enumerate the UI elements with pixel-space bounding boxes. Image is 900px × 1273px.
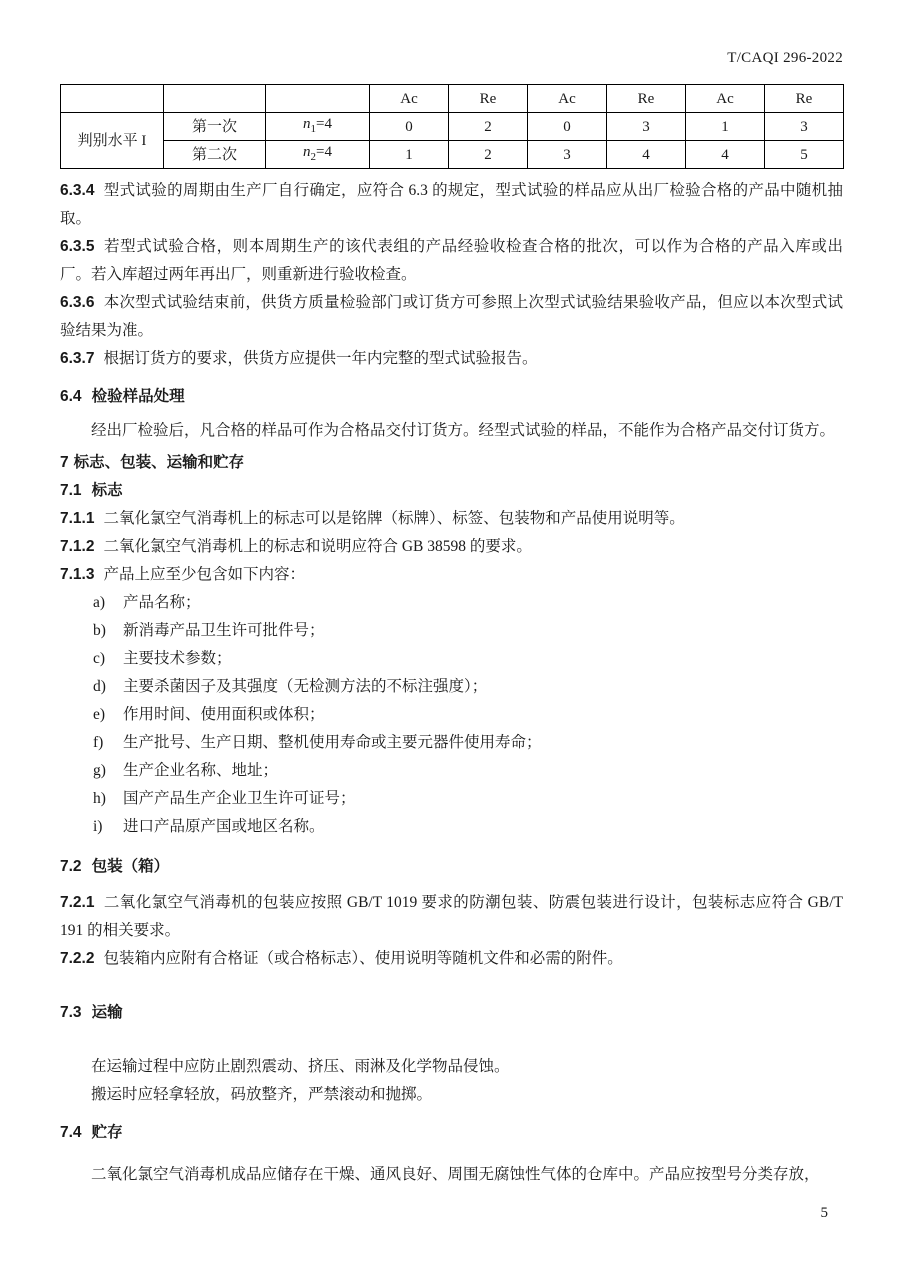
list-item-text: 产品名称； bbox=[123, 594, 201, 611]
list-item-a bbox=[60, 589, 843, 617]
clause-text: 根据订货方的要求，供货方应提供一年内完整的型式试验报告。 bbox=[103, 350, 538, 367]
list-item-letter: c) bbox=[93, 650, 106, 667]
table-cell-value: 4 bbox=[686, 141, 765, 169]
clause-number: 6.3.7 bbox=[60, 350, 95, 367]
paragraph-7-3-transport: 在运输过程中应防止剧烈震动、挤压、雨淋及化学物品侵蚀。 bbox=[91, 1058, 510, 1075]
clause-number: 7.2.2 bbox=[60, 950, 95, 967]
list-item-e bbox=[60, 701, 843, 729]
list-item-text: 作用时间、使用面积或体积； bbox=[123, 706, 325, 723]
table-header-re: Re bbox=[449, 85, 528, 113]
heading-text: 包装（箱） bbox=[91, 858, 170, 875]
heading-7-4 bbox=[60, 1119, 843, 1147]
heading-number: 6.4 bbox=[60, 388, 82, 405]
heading-6-4 bbox=[60, 383, 843, 411]
table-cell-value: 0 bbox=[528, 113, 607, 141]
clause-number: 6.3.5 bbox=[60, 238, 95, 255]
list-item-text: 生产批号、生产日期、整机使用寿命或主要元器件使用寿命； bbox=[123, 734, 542, 751]
table-cell-value: 3 bbox=[528, 141, 607, 169]
sample-size-value: =4 bbox=[316, 116, 332, 132]
heading-text: 运输 bbox=[91, 1004, 123, 1021]
table-row bbox=[61, 113, 844, 141]
heading-text: 贮存 bbox=[91, 1124, 123, 1141]
table-cell-value: 3 bbox=[765, 113, 844, 141]
clause-text: 若型式试验合格，则本周期生产的该代表组的产品经验收检查合格的批次，可以作为合格的产品入库或出厂。若入库超过两年再出厂，则重新进行验收检查。 bbox=[60, 238, 843, 283]
heading-text: 标志 bbox=[91, 482, 123, 499]
list-item-letter: g) bbox=[93, 762, 106, 779]
sample-size-subscript: 2 bbox=[310, 151, 317, 163]
clause-7-1-1 bbox=[60, 505, 843, 533]
table-header-empty-1 bbox=[61, 85, 164, 113]
table-cell-judge-level: 判别水平 I bbox=[61, 113, 164, 169]
sampling-plan-table bbox=[60, 84, 844, 169]
table-cell-sample-size bbox=[266, 141, 370, 169]
table-header-empty-3 bbox=[266, 85, 370, 113]
heading-number: 7.3 bbox=[60, 1004, 82, 1021]
heading-number: 7.1 bbox=[60, 482, 82, 499]
list-item-text: 进口产品原产国或地区名称。 bbox=[123, 818, 325, 835]
table-header-ac: Ac bbox=[686, 85, 765, 113]
heading-7-3 bbox=[60, 999, 843, 1027]
table-cell-value: 1 bbox=[686, 113, 765, 141]
heading-7 bbox=[60, 449, 843, 477]
clause-number: 7.1.3 bbox=[60, 566, 95, 583]
table-header-empty-2 bbox=[164, 85, 266, 113]
sample-size-variable: n bbox=[303, 116, 311, 132]
sample-size-variable: n bbox=[303, 144, 311, 160]
table-cell-sample-size bbox=[266, 113, 370, 141]
clause-7-2-1 bbox=[60, 889, 843, 945]
clause-text: 二氧化氯空气消毒机上的标志和说明应符合 GB 38598 的要求。 bbox=[103, 538, 532, 555]
heading-7-2 bbox=[60, 853, 843, 881]
table-header-ac: Ac bbox=[370, 85, 449, 113]
list-item-f bbox=[60, 729, 843, 757]
paragraph-7-3-handling: 搬运时应轻拿轻放，码放整齐，严禁滚动和抛掷。 bbox=[91, 1086, 433, 1103]
sample-size-subscript: 1 bbox=[310, 123, 317, 135]
heading-number: 7 bbox=[60, 454, 69, 471]
heading-number: 7.4 bbox=[60, 1124, 82, 1141]
paragraph-7-4-storage: 二氧化氯空气消毒机成品应储存在干燥、通风良好、周围无腐蚀性气体的仓库中。产品应按型号分类存放， bbox=[91, 1166, 820, 1183]
document-body bbox=[60, 177, 843, 1189]
clause-6-3-5 bbox=[60, 233, 843, 289]
list-item-c bbox=[60, 645, 843, 673]
table-cell-value: 2 bbox=[449, 113, 528, 141]
table-header-re: Re bbox=[607, 85, 686, 113]
clause-text: 二氧化氯空气消毒机上的标志可以是铭牌（标牌）、标签、包装物和产品使用说明等。 bbox=[103, 510, 685, 527]
table-cell-value: 3 bbox=[607, 113, 686, 141]
table-cell-stage: 第二次 bbox=[164, 141, 266, 169]
list-item-text: 国产产品生产企业卫生许可证号； bbox=[123, 790, 356, 807]
list-item-letter: f) bbox=[93, 734, 104, 751]
clause-text: 型式试验的周期由生产厂自行确定，应符合 6.3 的规定，型式试验的样品应从出厂检验合格的产品中随机抽取。 bbox=[60, 182, 843, 227]
clause-7-1-2 bbox=[60, 533, 843, 561]
clause-number: 6.3.6 bbox=[60, 294, 95, 311]
clause-7-1-3 bbox=[60, 561, 843, 589]
clause-number: 6.3.4 bbox=[60, 182, 95, 199]
table-header-re: Re bbox=[765, 85, 844, 113]
list-item-letter: a) bbox=[93, 594, 106, 611]
table-cell-value: 5 bbox=[765, 141, 844, 169]
doc-header: T/CAQI 296-2022 bbox=[727, 50, 843, 66]
list-item-text: 新消毒产品卫生许可批件号； bbox=[123, 622, 325, 639]
clause-7-2-2 bbox=[60, 945, 843, 973]
list-item-g bbox=[60, 757, 843, 785]
clause-6-3-6 bbox=[60, 289, 843, 345]
table-header-row bbox=[61, 85, 844, 113]
heading-number: 7.2 bbox=[60, 858, 82, 875]
clause-number: 7.2.1 bbox=[60, 894, 95, 911]
list-item-text: 主要技术参数； bbox=[123, 650, 232, 667]
list-item-letter: h) bbox=[93, 790, 106, 807]
heading-text: 标志、包装、运输和贮存 bbox=[73, 454, 245, 471]
clause-text: 产品上应至少包含如下内容： bbox=[103, 566, 305, 583]
clause-6-3-7 bbox=[60, 345, 843, 373]
list-item-letter: b) bbox=[93, 622, 106, 639]
list-item-letter: e) bbox=[93, 706, 106, 723]
table-cell-value: 4 bbox=[607, 141, 686, 169]
heading-text: 检验样品处理 bbox=[91, 388, 185, 405]
list-item-h bbox=[60, 785, 843, 813]
table-header-ac: Ac bbox=[528, 85, 607, 113]
table-cell-value: 1 bbox=[370, 141, 449, 169]
list-item-letter: i) bbox=[93, 818, 103, 835]
clause-number: 7.1.1 bbox=[60, 510, 95, 527]
table-cell-stage: 第一次 bbox=[164, 113, 266, 141]
list-item-d bbox=[60, 673, 843, 701]
list-item-b bbox=[60, 617, 843, 645]
page-number: 5 bbox=[820, 1205, 828, 1221]
list-item-letter: d) bbox=[93, 678, 106, 695]
sample-size-value: =4 bbox=[316, 144, 332, 160]
clause-text: 本次型式试验结束前，供货方质量检验部门或订货方可参照上次型式试验结果验收产品，但应以本次型式试验结果为准。 bbox=[60, 294, 843, 339]
heading-7-1 bbox=[60, 477, 843, 505]
clause-number: 7.1.2 bbox=[60, 538, 95, 555]
clause-text: 二氧化氯空气消毒机的包装应按照 GB/T 1019 要求的防潮包装、防震包装进行设计，包装标志应符合 GB/T 191 的相关要求。 bbox=[60, 894, 843, 939]
list-item-text: 主要杀菌因子及其强度（无检测方法的不标注强度）； bbox=[123, 678, 488, 695]
table-row bbox=[61, 141, 844, 169]
table-cell-value: 0 bbox=[370, 113, 449, 141]
list-item-i bbox=[60, 813, 843, 841]
table-cell-value: 2 bbox=[449, 141, 528, 169]
paragraph-6-4: 经出厂检验后，凡合格的样品可作为合格品交付订货方。经型式试验的样品，不能作为合格产品交付订货方。 bbox=[91, 422, 836, 439]
list-item-text: 生产企业名称、地址； bbox=[123, 762, 279, 779]
clause-6-3-4 bbox=[60, 177, 843, 233]
clause-text: 包装箱内应附有合格证（或合格标志）、使用说明等随机文件和必需的附件。 bbox=[103, 950, 623, 967]
